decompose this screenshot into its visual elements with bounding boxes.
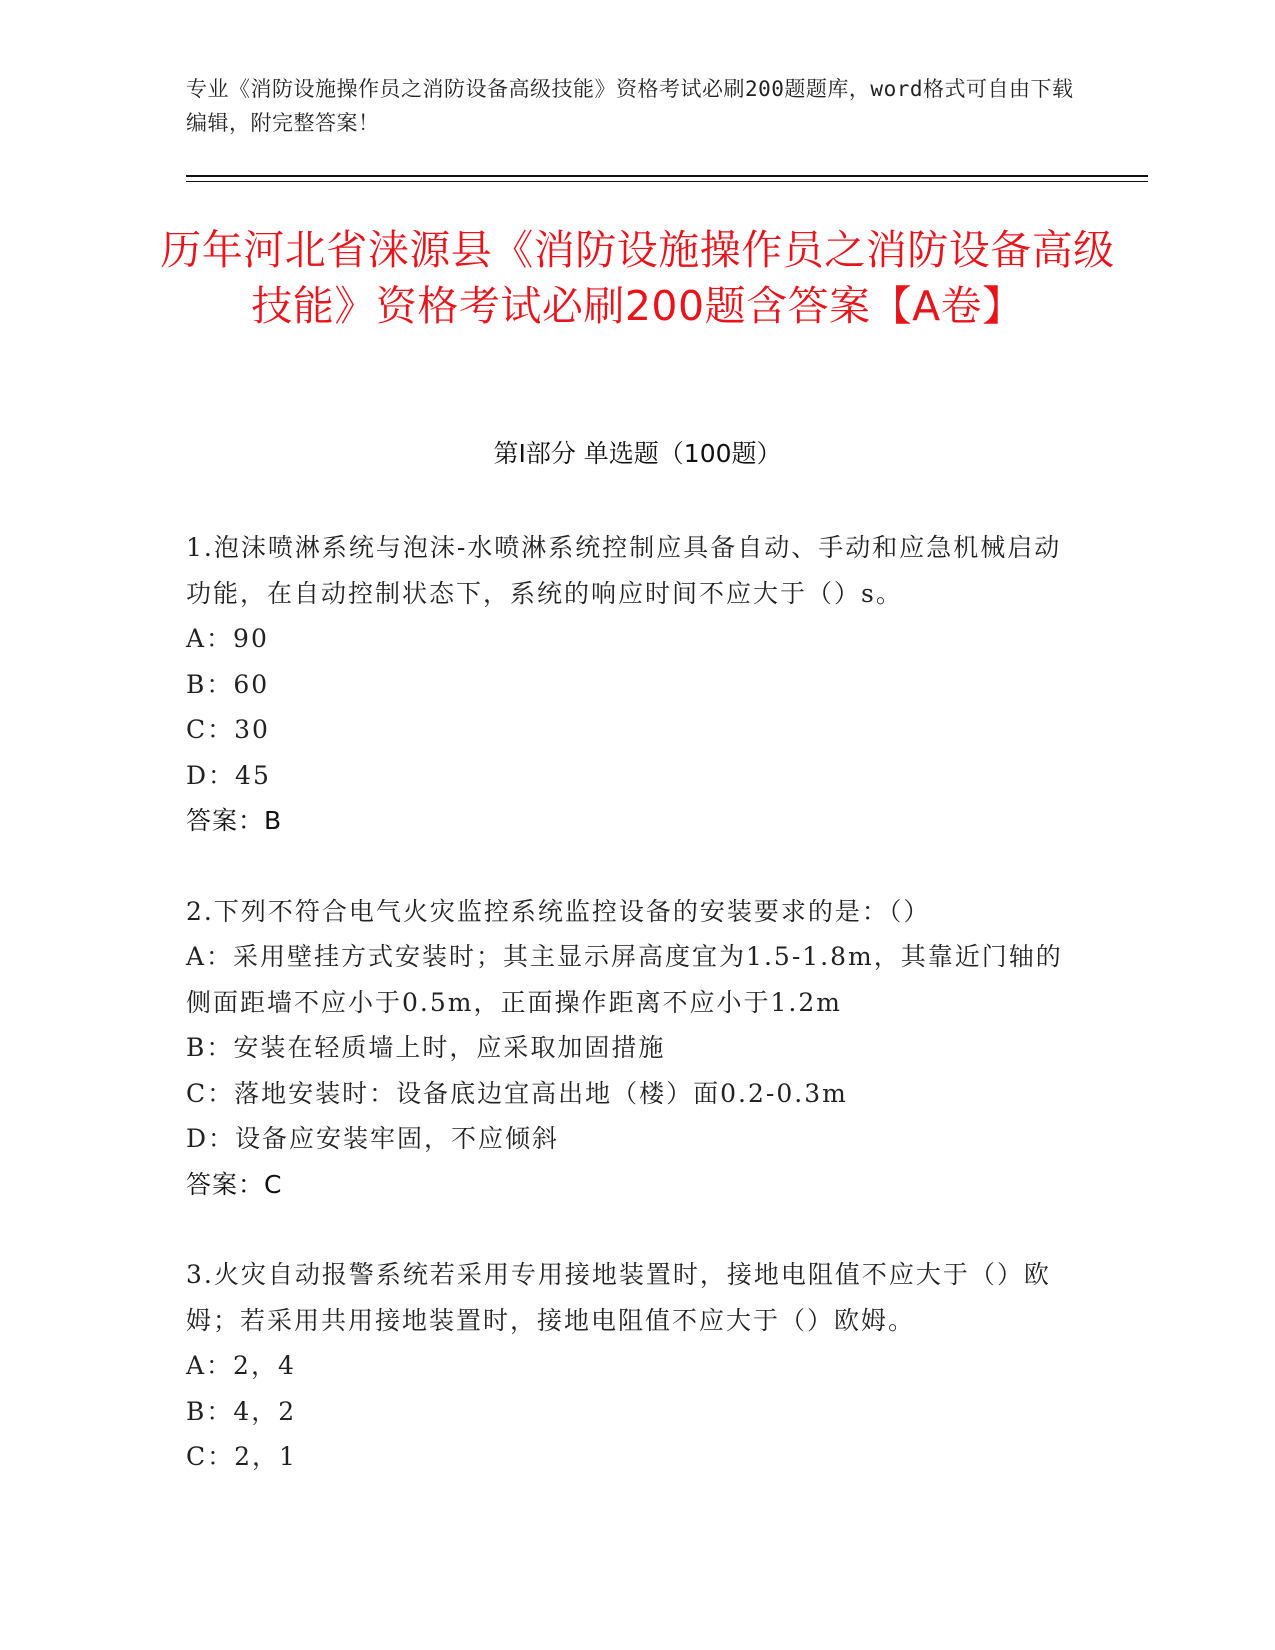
option-b: B：60 — [186, 669, 270, 699]
option-a: A：2，4 — [186, 1351, 296, 1380]
section-title: 第Ⅰ部分 单选题（100题） — [493, 439, 782, 468]
question-stem: 2.下列不符合电气火灾监控系统监控设备的安装要求的是：（） — [186, 896, 931, 926]
option-b: B：4，2 — [186, 1396, 297, 1426]
option-a: A：采用壁挂方式安装时；其主显示屏高度宜为1.5-1.8m，其靠近门轴的侧面距墙不应小于0.5m，正面操作距离不应小于1.2m — [186, 942, 1063, 1017]
header-note: 专业《消防设施操作员之消防设备高级技能》资格考试必刷200题题库，word格式可自由下载编辑，附完整答案！ — [186, 77, 1074, 135]
option-d: D：45 — [186, 760, 271, 790]
option-d: D：设备应安装牢固，不应倾斜 — [186, 1124, 560, 1153]
option-c: C：2，1 — [186, 1442, 297, 1471]
question-stem: 1.泡沫喷淋系统与泡沫-水喷淋系统控制应具备自动、手动和应急机械启动功能，在自动控制状态下，系统的响应时间不应大于（）s。 — [186, 533, 1062, 608]
header-divider — [186, 175, 1148, 177]
question-2 — [186, 889, 1086, 1208]
question-list — [186, 525, 1086, 1525]
option-c: C：30 — [186, 715, 270, 744]
answer: 答案：C — [186, 1169, 283, 1199]
question-stem: 3.火灾自动报警系统若采用专用接地装置时，接地电阻值不应大于（）欧姆；若采用共用接地装置时，接地电阻值不应大于（）欧姆。 — [186, 1260, 1051, 1335]
option-a: A：90 — [186, 624, 269, 653]
document-title: 历年河北省涞源县《消防设施操作员之消防设备高级技能》资格考试必刷200题含答案【A卷】 — [160, 226, 1115, 330]
option-c: C：落地安装时：设备底边宜高出地（楼）面0.2-0.3m — [186, 1078, 848, 1108]
option-b: B：安装在轻质墙上时，应采取加固措施 — [186, 1033, 666, 1062]
answer: 答案：B — [186, 806, 283, 835]
header-divider-thin — [186, 181, 1148, 182]
question-3 — [186, 1252, 1086, 1480]
question-1 — [186, 525, 1086, 844]
